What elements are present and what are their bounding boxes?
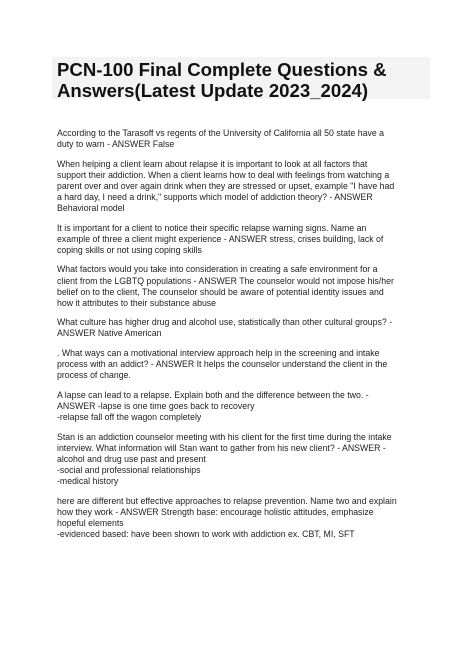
- qa-line: client from the LGBTQ populations - ANSWER The counselor would not impose his/her: [57, 275, 394, 286]
- qa-entry-5: [57, 317, 429, 339]
- qa-line: A lapse can lead to a relapse. Explain both and the difference between the two. -: [57, 389, 369, 400]
- qa-entry-1: [57, 128, 429, 150]
- qa-line: Stan is an addiction counselor meeting with his client for the first time during the intake: [57, 431, 392, 442]
- qa-line: hopeful elements: [57, 517, 124, 528]
- qa-line: belief on to the client, The counselor should be aware of potential identity issues and: [57, 286, 384, 297]
- qa-line: here are different but effective approaches to relapse prevention. Name two and explain: [57, 495, 397, 506]
- qa-line: a hard day, I need a drink," supports which model of addiction theory? - ANSWER: [57, 191, 373, 202]
- qa-line: interview. What information will Stan want to gather from his new client? - ANSWER -: [57, 442, 386, 453]
- qa-line: What culture has higher drug and alcohol use, statistically than other cultural groups? -: [57, 317, 393, 328]
- qa-line: support their addiction. When a client learns how to deal with feelings from watching a: [57, 169, 390, 180]
- qa-line: -relapse fall off the wagon completely: [57, 411, 202, 422]
- qa-line: process of change.: [57, 370, 131, 381]
- qa-line: Behavioral model: [57, 203, 125, 214]
- qa-line: -social and professional relationships: [57, 464, 201, 475]
- qa-line: ANSWER Native American: [57, 328, 162, 339]
- qa-line: how it attributes to their substance abuse: [57, 297, 217, 308]
- qa-line: alcohol and drug use past and present: [57, 453, 206, 464]
- qa-line: duty to warn - ANSWER False: [57, 139, 175, 150]
- qa-entry-4: [57, 264, 429, 308]
- qa-line: -evidenced based: have been shown to work with addiction ex. CBT, MI, SFT: [57, 528, 355, 539]
- qa-line: example of three a client might experience - ANSWER stress, crises building, lack of: [57, 233, 384, 244]
- qa-list: [57, 128, 429, 548]
- qa-line: how they work - ANSWER Strength base: encourage holistic attitudes, emphasize: [57, 506, 374, 517]
- qa-line: What factors would you take into consideration in creating a safe environment for a: [57, 264, 378, 275]
- qa-entry-7: [57, 390, 429, 423]
- qa-entry-8: [57, 432, 429, 487]
- qa-entry-9: [57, 496, 429, 540]
- qa-line: ANSWER -lapse is one time goes back to recovery: [57, 400, 255, 411]
- qa-line: According to the Tarasoff vs regents of the University of California all 50 state have a: [57, 128, 385, 138]
- qa-line: parent over and over again drink when they are stressed or upset, example "I have had: [57, 180, 395, 191]
- title-line: Answers(Latest Update 2023_2024): [57, 80, 369, 101]
- qa-line: . What ways can a motivational interview approach help in the screening and intake: [57, 348, 380, 358]
- qa-entry-2: [57, 159, 429, 214]
- qa-entry-6: [57, 348, 429, 381]
- qa-line: When helping a client learn about relapse it is important to look at all factors that: [57, 158, 368, 169]
- qa-entry-3: [57, 223, 429, 256]
- qa-line: coping skills or not using coping skills: [57, 244, 202, 255]
- qa-line: -medical history: [57, 475, 119, 486]
- title-line: PCN-100 Final Complete Questions &: [57, 59, 387, 80]
- qa-line: It is important for a client to notice their specific relapse warning signs. Name an: [57, 222, 367, 233]
- qa-line: process with an addict? - ANSWER It helps the counselor understand the client in the: [57, 359, 388, 370]
- document-title: [57, 59, 429, 101]
